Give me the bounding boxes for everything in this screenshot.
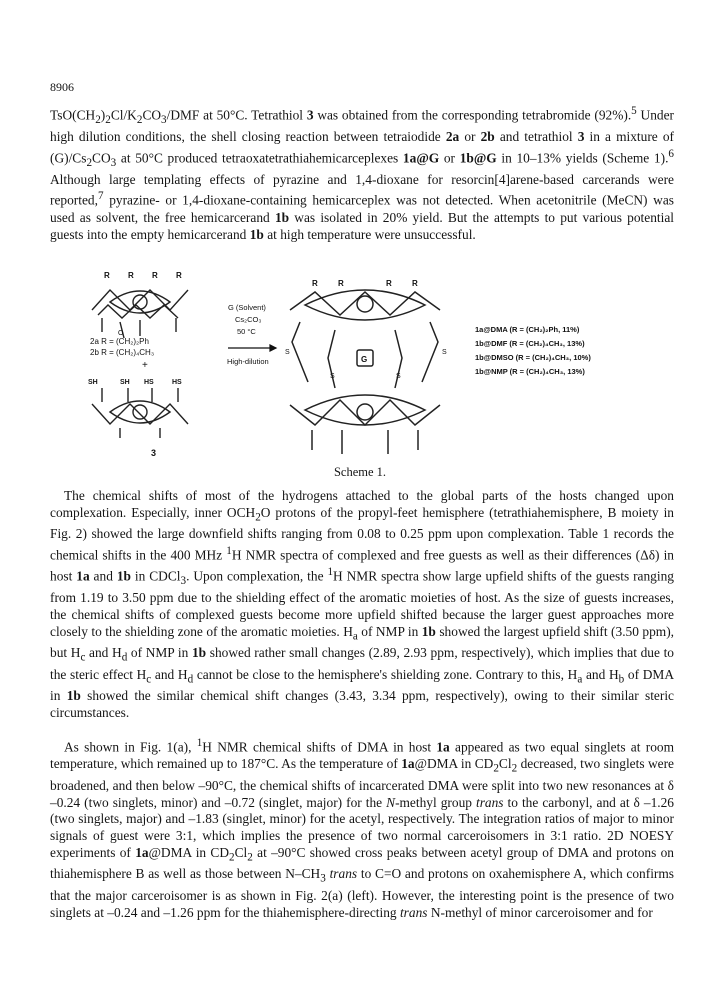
reactant-2a: 2a R = (CH₂)₂Ph [90, 337, 149, 346]
tetraiodide-bowl [92, 290, 188, 338]
condition-dilution: High-dilution [227, 357, 269, 366]
paragraph-text: $TsO(CH_2)_2Cl/K_2CO_3$/DMF at 50°C. Tetrathiol 3 was obtained from the corresponding tetrabromide (92%).$^5$ Under high dilution conditions, the shell closing reaction between tetraiodide 2a or 2b and tetrathiol 3 in a mixture of $(G)/Cs_2CO_3$ at 50°C produced tetraoxatetrathiahemicarceplexes 1a@G or 1b@G in 10–13% yields (Scheme 1).$^6$ Although large templating effects of pyrazine and 1,4-dioxane for resorcin[4]arene-based carcerands were reported,$^7$ pyrazine- or 1,4-dioxane-containing hemicarceplex was not detected. When acetonitrile (MeCN) was used as solvent, the free hemicarcerand 1b was isolated in 20% yield. But the attempts to put various potential guests into the empty hemicarcerand 1b at high temperature were unsuccessful. [50, 105, 675, 242]
sh-label: SH [88, 379, 98, 386]
product-1b-dmso: 1b@DMSO (R = (CH₂)₄CH₃, 10%) [475, 353, 591, 362]
s-label: S [285, 349, 290, 356]
r-label: R [104, 271, 110, 280]
s-label: S [442, 349, 447, 356]
r-label: R [386, 279, 392, 288]
compound-3-label: 3 [151, 448, 157, 458]
paragraph-text: As shown in Fig. 1(a), $^1$H NMR chemical shifts of DMA in host 1a appeared as two equal singlets at room temperature, which remained up to 187°C. As the temperature of 1a@DMA in $CD_2Cl_2$ decreased, two singlets were broadened, and then below –90°C, the chemical shifts of incarcerated DMA were split into two new resonances at δ –0.24 (two singlets, minor) and –0.72 (singlet, major) for the N-methyl group trans to the carbonyl, and at δ –1.26 (two singlets, major) and –1.83 (singlet, minor) for the acetyl, respectively. The integration ratios of major to minor signals of guest were 3:1, which implies the presence of two normal carceroisomers in 3:1 ratio. 2D NOESY experiments of 1a@DMA in $CD_2Cl_2$ at –90°C showed cross peaks between acetyl group of DMA and protons on thiahemisphere B as well as those between $N-CH_3$ trans to C=O and protons on oxahemisphere A, which confirms that the major carceroisomer is as shown in Fig. 2(a) (left). However, the interesting point is the presence of two singlets at –0.24 and –1.26 ppm for the thiahemisphere-directing trans N-methyl of minor carceroisomer and for [50, 737, 675, 920]
paragraph-3 [50, 735, 674, 921]
product-1b-nmp: 1b@NMP (R = (CH₂)₄CH₃, 13%) [475, 367, 585, 376]
paragraph-text: The chemical shifts of most of the hydrogens attached to the global parts of the hosts changed upon complexation. Especially, inner $OCH_2O$ protons of the propyl-feet hemisphere (tetrathiahemisphere, B moiety in Fig. 2) showed the large downfield shifts ranging from 0.08 to 0.25 ppm upon complexation. Table 1 records the chemical shifts in the 400 MHz $^1$H NMR spectra of complexed and free guests as well as their differences (Δδ) in host 1a and 1b in CDCl$_3$. Upon complexation, the $^1$H NMR spectra show large upfield shifts of the guests ranging from 1.19 to 3.50 ppm due to the shielding effect of the aromatic moieties of host. As the size of guests increases, the chemical shifts of complexed guests become more upfield shifted because the larger guest approaches more closely to the shielding zone of the aromatic moieties. $H_a$ of NMP in 1b showed the largest upfield shift (3.50 ppm), but $H_c$ and $H_d$ of NMP in 1b showed rather small changes (2.89, 2.93 ppm, respectively), which implies that due to the steric effect $H_c$ and $H_d$ cannot be close to the hemisphere's shielding zone. Contrary to this, $H_a$ and $H_b$ of DMA in 1b showed the similar chemical shift changes (3.43, 3.34 ppm, respectively), owing to their similar steric circumstances. [50, 488, 674, 721]
paragraph-2 [50, 488, 674, 722]
s-label: S [330, 373, 335, 380]
s-label: S [396, 373, 401, 380]
sh-label: SH [120, 379, 130, 386]
scheme-caption: Scheme 1. [333, 465, 387, 479]
r-label: R [128, 271, 134, 280]
r-label: R [176, 271, 182, 280]
r-label: R [312, 279, 318, 288]
reactant-2b: 2b R = (CH₂)₄CH₃ [90, 348, 155, 357]
condition-guest: G (Solvent) [228, 303, 266, 312]
guest-label: G [361, 355, 368, 364]
r-label: R [412, 279, 418, 288]
scheme-1-figure [80, 270, 660, 460]
hs-label: HS [144, 379, 154, 386]
product-1a-dma: 1a@DMA (R = (CH₂)₂Ph, 11%) [475, 325, 580, 334]
hs-label: HS [172, 379, 182, 386]
r-label: R [152, 271, 158, 280]
condition-temperature: 50 °C [237, 327, 256, 336]
hemicarceplex-structure [290, 290, 440, 454]
paragraph-1 [50, 103, 674, 243]
page-number: 8906 [50, 80, 74, 94]
reaction-arrow [228, 345, 276, 351]
o-label: O [118, 330, 124, 337]
plus-sign: + [142, 360, 148, 371]
tetrathiol-bowl [92, 388, 188, 438]
condition-base: Cs₂CO₃ [235, 315, 262, 324]
r-label: R [338, 279, 344, 288]
product-1b-dmf: 1b@DMF (R = (CH₂)₄CH₃, 13%) [475, 339, 585, 348]
